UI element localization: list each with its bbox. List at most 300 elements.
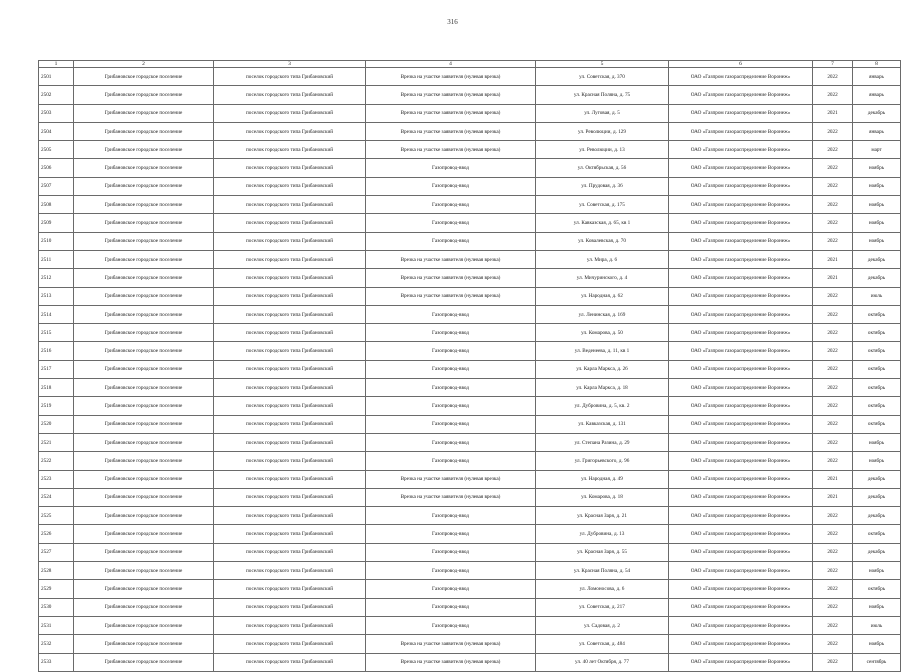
address-cell: ул. Кавказская, д. 131 bbox=[536, 415, 669, 433]
locality-cell: поселок городского типа Грибановский bbox=[214, 305, 366, 323]
settlement-cell: Грибановское городское поселение bbox=[74, 488, 214, 506]
table-row bbox=[39, 177, 901, 195]
year-cell: 2022 bbox=[813, 379, 853, 397]
settlement-cell: Грибановское городское поселение bbox=[74, 214, 214, 232]
page-number: 316 bbox=[447, 18, 458, 26]
settlement-cell: Грибановское городское поселение bbox=[74, 68, 214, 86]
table-row bbox=[39, 342, 901, 360]
year-cell: 2022 bbox=[813, 232, 853, 250]
organization-cell: ОАО «Газпром газораспределение Воронеж» bbox=[669, 653, 813, 671]
table-row bbox=[39, 616, 901, 634]
table-row bbox=[39, 525, 901, 543]
month-cell: октябрь bbox=[853, 342, 901, 360]
settlement-cell: Грибановское городское поселение bbox=[74, 470, 214, 488]
table-row bbox=[39, 214, 901, 232]
address-cell: ул. Советская, д. 484 bbox=[536, 635, 669, 653]
organization-cell: ОАО «Газпром газораспределение Воронеж» bbox=[669, 122, 813, 140]
row-number: 2504 bbox=[39, 122, 74, 140]
table-row bbox=[39, 433, 901, 451]
table-row bbox=[39, 562, 901, 580]
month-cell: октябрь bbox=[853, 360, 901, 378]
row-number: 2528 bbox=[39, 562, 74, 580]
year-cell: 2022 bbox=[813, 616, 853, 634]
year-cell: 2022 bbox=[813, 433, 853, 451]
table-row bbox=[39, 159, 901, 177]
year-cell: 2022 bbox=[813, 543, 853, 561]
month-cell: ноябрь bbox=[853, 598, 901, 616]
organization-cell: ОАО «Газпром газораспределение Воронеж» bbox=[669, 452, 813, 470]
connection-type-cell: Газопровод-ввод bbox=[366, 159, 536, 177]
row-number: 2533 bbox=[39, 653, 74, 671]
connection-type-cell: Газопровод-ввод bbox=[366, 433, 536, 451]
address-cell: ул. Мира, д. 6 bbox=[536, 250, 669, 268]
table-row bbox=[39, 635, 901, 653]
month-cell: ноябрь bbox=[853, 635, 901, 653]
year-cell: 2021 bbox=[813, 104, 853, 122]
locality-cell: поселок городского типа Грибановский bbox=[214, 214, 366, 232]
gasification-table bbox=[38, 60, 901, 672]
address-cell: ул. Октябрьская, д. 56 bbox=[536, 159, 669, 177]
organization-cell: ОАО «Газпром газораспределение Воронеж» bbox=[669, 525, 813, 543]
year-cell: 2022 bbox=[813, 122, 853, 140]
address-cell: ул. Красная Заря, д. 21 bbox=[536, 507, 669, 525]
table-row bbox=[39, 305, 901, 323]
locality-cell: поселок городского типа Грибановский bbox=[214, 360, 366, 378]
connection-type-cell: Газопровод-ввод bbox=[366, 415, 536, 433]
year-cell: 2022 bbox=[813, 452, 853, 470]
year-cell: 2022 bbox=[813, 635, 853, 653]
month-cell: январь bbox=[853, 86, 901, 104]
row-number: 2527 bbox=[39, 543, 74, 561]
locality-cell: поселок городского типа Грибановский bbox=[214, 653, 366, 671]
row-number: 2508 bbox=[39, 196, 74, 214]
address-cell: ул. Народная, д. 49 bbox=[536, 470, 669, 488]
address-cell: ул. Кавказская, д. 65, кв 1 bbox=[536, 214, 669, 232]
address-cell: ул. Народная, д. 62 bbox=[536, 287, 669, 305]
locality-cell: поселок городского типа Грибановский bbox=[214, 159, 366, 177]
locality-cell: поселок городского типа Грибановский bbox=[214, 525, 366, 543]
column-header-row bbox=[39, 61, 901, 68]
row-number: 2515 bbox=[39, 324, 74, 342]
settlement-cell: Грибановское городское поселение bbox=[74, 635, 214, 653]
address-cell: ул. Революции, д. 13 bbox=[536, 141, 669, 159]
locality-cell: поселок городского типа Грибановский bbox=[214, 68, 366, 86]
address-cell: ул. Красная Заря, д. 55 bbox=[536, 543, 669, 561]
month-cell: декабрь bbox=[853, 470, 901, 488]
column-header: 3 bbox=[214, 61, 366, 68]
locality-cell: поселок городского типа Грибановский bbox=[214, 379, 366, 397]
address-cell: ул. Карла Маркса, д. 26 bbox=[536, 360, 669, 378]
row-number: 2516 bbox=[39, 342, 74, 360]
table-row bbox=[39, 122, 901, 140]
organization-cell: ОАО «Газпром газораспределение Воронеж» bbox=[669, 305, 813, 323]
year-cell: 2022 bbox=[813, 159, 853, 177]
connection-type-cell: Врезка на участке заявителя (нулевая врезка) bbox=[366, 269, 536, 287]
month-cell: январь bbox=[853, 122, 901, 140]
address-cell: ул. Прудовая, д. 36 bbox=[536, 177, 669, 195]
month-cell: октябрь bbox=[853, 415, 901, 433]
locality-cell: поселок городского типа Грибановский bbox=[214, 415, 366, 433]
connection-type-cell: Газопровод-ввод bbox=[366, 616, 536, 634]
connection-type-cell: Врезка на участке заявителя (нулевая врезка) bbox=[366, 86, 536, 104]
organization-cell: ОАО «Газпром газораспределение Воронеж» bbox=[669, 616, 813, 634]
connection-type-cell: Врезка на участке заявителя (нулевая врезка) bbox=[366, 635, 536, 653]
year-cell: 2022 bbox=[813, 287, 853, 305]
year-cell: 2022 bbox=[813, 214, 853, 232]
table-row bbox=[39, 379, 901, 397]
table-row bbox=[39, 269, 901, 287]
locality-cell: поселок городского типа Грибановский bbox=[214, 324, 366, 342]
locality-cell: поселок городского типа Грибановский bbox=[214, 104, 366, 122]
month-cell: декабрь bbox=[853, 488, 901, 506]
organization-cell: ОАО «Газпром газораспределение Воронеж» bbox=[669, 598, 813, 616]
month-cell: октябрь bbox=[853, 324, 901, 342]
year-cell: 2022 bbox=[813, 507, 853, 525]
table-row bbox=[39, 452, 901, 470]
connection-type-cell: Газопровод-ввод bbox=[366, 177, 536, 195]
row-number: 2525 bbox=[39, 507, 74, 525]
locality-cell: поселок городского типа Грибановский bbox=[214, 196, 366, 214]
connection-type-cell: Врезка на участке заявителя (нулевая врезка) bbox=[366, 470, 536, 488]
locality-cell: поселок городского типа Грибановский bbox=[214, 342, 366, 360]
row-number: 2501 bbox=[39, 68, 74, 86]
table-row bbox=[39, 141, 901, 159]
connection-type-cell: Врезка на участке заявителя (нулевая врезка) bbox=[366, 68, 536, 86]
year-cell: 2021 bbox=[813, 470, 853, 488]
row-number: 2517 bbox=[39, 360, 74, 378]
table-row bbox=[39, 68, 901, 86]
locality-cell: поселок городского типа Грибановский bbox=[214, 580, 366, 598]
settlement-cell: Грибановское городское поселение bbox=[74, 580, 214, 598]
row-number: 2532 bbox=[39, 635, 74, 653]
locality-cell: поселок городского типа Грибановский bbox=[214, 141, 366, 159]
year-cell: 2022 bbox=[813, 415, 853, 433]
locality-cell: поселок городского типа Грибановский bbox=[214, 287, 366, 305]
month-cell: октябрь bbox=[853, 305, 901, 323]
organization-cell: ОАО «Газпром газораспределение Воронеж» bbox=[669, 250, 813, 268]
settlement-cell: Грибановское городское поселение bbox=[74, 305, 214, 323]
table-row bbox=[39, 507, 901, 525]
organization-cell: ОАО «Газпром газораспределение Воронеж» bbox=[669, 360, 813, 378]
settlement-cell: Грибановское городское поселение bbox=[74, 232, 214, 250]
month-cell: ноябрь bbox=[853, 159, 901, 177]
connection-type-cell: Врезка на участке заявителя (нулевая врезка) bbox=[366, 141, 536, 159]
month-cell: декабрь bbox=[853, 269, 901, 287]
connection-type-cell: Газопровод-ввод bbox=[366, 196, 536, 214]
table-row bbox=[39, 250, 901, 268]
settlement-cell: Грибановское городское поселение bbox=[74, 342, 214, 360]
organization-cell: ОАО «Газпром газораспределение Воронеж» bbox=[669, 287, 813, 305]
organization-cell: ОАО «Газпром газораспределение Воронеж» bbox=[669, 141, 813, 159]
month-cell: сентябрь bbox=[853, 653, 901, 671]
address-cell: ул. Советская, д. 217 bbox=[536, 598, 669, 616]
year-cell: 2022 bbox=[813, 86, 853, 104]
connection-type-cell: Врезка на участке заявителя (нулевая врезка) bbox=[366, 653, 536, 671]
year-cell: 2022 bbox=[813, 397, 853, 415]
connection-type-cell: Газопровод-ввод bbox=[366, 342, 536, 360]
address-cell: ул. Красная Поляна, д. 54 bbox=[536, 562, 669, 580]
locality-cell: поселок городского типа Грибановский bbox=[214, 269, 366, 287]
table-row bbox=[39, 287, 901, 305]
column-header: 1 bbox=[39, 61, 74, 68]
organization-cell: ОАО «Газпром газораспределение Воронеж» bbox=[669, 104, 813, 122]
connection-type-cell: Газопровод-ввод bbox=[366, 562, 536, 580]
table-row bbox=[39, 360, 901, 378]
settlement-cell: Грибановское городское поселение bbox=[74, 598, 214, 616]
connection-type-cell: Газопровод-ввод bbox=[366, 452, 536, 470]
year-cell: 2021 bbox=[813, 488, 853, 506]
month-cell: ноябрь bbox=[853, 196, 901, 214]
organization-cell: ОАО «Газпром газораспределение Воронеж» bbox=[669, 470, 813, 488]
year-cell: 2022 bbox=[813, 562, 853, 580]
organization-cell: ОАО «Газпром газораспределение Воронеж» bbox=[669, 269, 813, 287]
table-row bbox=[39, 653, 901, 671]
locality-cell: поселок городского типа Грибановский bbox=[214, 433, 366, 451]
settlement-cell: Грибановское городское поселение bbox=[74, 452, 214, 470]
month-cell: октябрь bbox=[853, 580, 901, 598]
address-cell: ул. Луговая, д. 5 bbox=[536, 104, 669, 122]
address-cell: ул. Комарова, д. 18 bbox=[536, 488, 669, 506]
year-cell: 2022 bbox=[813, 525, 853, 543]
settlement-cell: Грибановское городское поселение bbox=[74, 653, 214, 671]
year-cell: 2022 bbox=[813, 196, 853, 214]
month-cell: март bbox=[853, 141, 901, 159]
table-row bbox=[39, 415, 901, 433]
locality-cell: поселок городского типа Грибановский bbox=[214, 452, 366, 470]
year-cell: 2022 bbox=[813, 177, 853, 195]
connection-type-cell: Газопровод-ввод bbox=[366, 379, 536, 397]
organization-cell: ОАО «Газпром газораспределение Воронеж» bbox=[669, 177, 813, 195]
year-cell: 2022 bbox=[813, 580, 853, 598]
year-cell: 2022 bbox=[813, 305, 853, 323]
address-cell: ул. Ковалевская, д. 70 bbox=[536, 232, 669, 250]
address-cell: ул. Советская, д. 370 bbox=[536, 68, 669, 86]
settlement-cell: Грибановское городское поселение bbox=[74, 507, 214, 525]
year-cell: 2021 bbox=[813, 250, 853, 268]
row-number: 2502 bbox=[39, 86, 74, 104]
organization-cell: ОАО «Газпром газораспределение Воронеж» bbox=[669, 342, 813, 360]
year-cell: 2022 bbox=[813, 360, 853, 378]
row-number: 2503 bbox=[39, 104, 74, 122]
month-cell: декабрь bbox=[853, 507, 901, 525]
settlement-cell: Грибановское городское поселение bbox=[74, 287, 214, 305]
address-cell: ул. Ломоносова, д. 6 bbox=[536, 580, 669, 598]
connection-type-cell: Врезка на участке заявителя (нулевая врезка) bbox=[366, 488, 536, 506]
settlement-cell: Грибановское городское поселение bbox=[74, 543, 214, 561]
locality-cell: поселок городского типа Грибановский bbox=[214, 177, 366, 195]
connection-type-cell: Газопровод-ввод bbox=[366, 525, 536, 543]
organization-cell: ОАО «Газпром газораспределение Воронеж» bbox=[669, 196, 813, 214]
month-cell: июль bbox=[853, 616, 901, 634]
organization-cell: ОАО «Газпром газораспределение Воронеж» bbox=[669, 543, 813, 561]
table-row bbox=[39, 598, 901, 616]
locality-cell: поселок городского типа Грибановский bbox=[214, 507, 366, 525]
month-cell: ноябрь bbox=[853, 433, 901, 451]
locality-cell: поселок городского типа Грибановский bbox=[214, 122, 366, 140]
address-cell: ул. Степана Разина, д. 29 bbox=[536, 433, 669, 451]
connection-type-cell: Газопровод-ввод bbox=[366, 360, 536, 378]
locality-cell: поселок городского типа Грибановский bbox=[214, 250, 366, 268]
row-number: 2523 bbox=[39, 470, 74, 488]
settlement-cell: Грибановское городское поселение bbox=[74, 159, 214, 177]
row-number: 2520 bbox=[39, 415, 74, 433]
month-cell: декабрь bbox=[853, 543, 901, 561]
connection-type-cell: Врезка на участке заявителя (нулевая врезка) bbox=[366, 250, 536, 268]
organization-cell: ОАО «Газпром газораспределение Воронеж» bbox=[669, 488, 813, 506]
month-cell: октябрь bbox=[853, 525, 901, 543]
organization-cell: ОАО «Газпром газораспределение Воронеж» bbox=[669, 397, 813, 415]
settlement-cell: Грибановское городское поселение bbox=[74, 250, 214, 268]
organization-cell: ОАО «Газпром газораспределение Воронеж» bbox=[669, 379, 813, 397]
locality-cell: поселок городского типа Грибановский bbox=[214, 232, 366, 250]
settlement-cell: Грибановское городское поселение bbox=[74, 433, 214, 451]
organization-cell: ОАО «Газпром газораспределение Воронеж» bbox=[669, 214, 813, 232]
year-cell: 2022 bbox=[813, 598, 853, 616]
settlement-cell: Грибановское городское поселение bbox=[74, 86, 214, 104]
column-header: 6 bbox=[669, 61, 813, 68]
year-cell: 2022 bbox=[813, 324, 853, 342]
month-cell: ноябрь bbox=[853, 452, 901, 470]
row-number: 2519 bbox=[39, 397, 74, 415]
settlement-cell: Грибановское городское поселение bbox=[74, 269, 214, 287]
year-cell: 2022 bbox=[813, 653, 853, 671]
locality-cell: поселок городского типа Грибановский bbox=[214, 635, 366, 653]
address-cell: ул. Красная Поляна, д. 75 bbox=[536, 86, 669, 104]
settlement-cell: Грибановское городское поселение bbox=[74, 177, 214, 195]
row-number: 2511 bbox=[39, 250, 74, 268]
connection-type-cell: Газопровод-ввод bbox=[366, 232, 536, 250]
locality-cell: поселок городского типа Грибановский bbox=[214, 397, 366, 415]
connection-type-cell: Газопровод-ввод bbox=[366, 598, 536, 616]
table-row bbox=[39, 196, 901, 214]
year-cell: 2022 bbox=[813, 68, 853, 86]
month-cell: июль bbox=[853, 287, 901, 305]
address-cell: ул. Ленинская, д. 169 bbox=[536, 305, 669, 323]
organization-cell: ОАО «Газпром газораспределение Воронеж» bbox=[669, 324, 813, 342]
connection-type-cell: Газопровод-ввод bbox=[366, 397, 536, 415]
row-number: 2531 bbox=[39, 616, 74, 634]
address-cell: ул. Дубровина, д. 13 bbox=[536, 525, 669, 543]
locality-cell: поселок городского типа Грибановский bbox=[214, 616, 366, 634]
month-cell: ноябрь bbox=[853, 562, 901, 580]
connection-type-cell: Врезка на участке заявителя (нулевая врезка) bbox=[366, 104, 536, 122]
settlement-cell: Грибановское городское поселение bbox=[74, 122, 214, 140]
organization-cell: ОАО «Газпром газораспределение Воронеж» bbox=[669, 68, 813, 86]
address-cell: ул. Революции, д. 129 bbox=[536, 122, 669, 140]
table-row bbox=[39, 543, 901, 561]
row-number: 2522 bbox=[39, 452, 74, 470]
table-row bbox=[39, 397, 901, 415]
column-header: 8 bbox=[853, 61, 901, 68]
year-cell: 2021 bbox=[813, 269, 853, 287]
locality-cell: поселок городского типа Грибановский bbox=[214, 470, 366, 488]
column-header: 5 bbox=[536, 61, 669, 68]
table-row bbox=[39, 86, 901, 104]
address-cell: ул. Веденеева, д. 11, кв 1 bbox=[536, 342, 669, 360]
locality-cell: поселок городского типа Грибановский bbox=[214, 488, 366, 506]
month-cell: январь bbox=[853, 68, 901, 86]
year-cell: 2022 bbox=[813, 141, 853, 159]
settlement-cell: Грибановское городское поселение bbox=[74, 141, 214, 159]
month-cell: ноябрь bbox=[853, 177, 901, 195]
connection-type-cell: Газопровод-ввод bbox=[366, 324, 536, 342]
organization-cell: ОАО «Газпром газораспределение Воронеж» bbox=[669, 580, 813, 598]
row-number: 2518 bbox=[39, 379, 74, 397]
organization-cell: ОАО «Газпром газораспределение Воронеж» bbox=[669, 507, 813, 525]
row-number: 2529 bbox=[39, 580, 74, 598]
address-cell: ул. Дубровина, д. 5, кв. 2 bbox=[536, 397, 669, 415]
settlement-cell: Грибановское городское поселение bbox=[74, 562, 214, 580]
address-cell: ул. Карла Маркса, д. 18 bbox=[536, 379, 669, 397]
settlement-cell: Грибановское городское поселение bbox=[74, 104, 214, 122]
settlement-cell: Грибановское городское поселение bbox=[74, 415, 214, 433]
address-cell: ул. Мичуринского, д. 4 bbox=[536, 269, 669, 287]
settlement-cell: Грибановское городское поселение bbox=[74, 324, 214, 342]
row-number: 2509 bbox=[39, 214, 74, 232]
settlement-cell: Грибановское городское поселение bbox=[74, 525, 214, 543]
locality-cell: поселок городского типа Грибановский bbox=[214, 598, 366, 616]
connection-type-cell: Газопровод-ввод bbox=[366, 214, 536, 232]
settlement-cell: Грибановское городское поселение bbox=[74, 360, 214, 378]
locality-cell: поселок городского типа Грибановский bbox=[214, 543, 366, 561]
organization-cell: ОАО «Газпром газораспределение Воронеж» bbox=[669, 415, 813, 433]
month-cell: октябрь bbox=[853, 379, 901, 397]
table-row bbox=[39, 580, 901, 598]
organization-cell: ОАО «Газпром газораспределение Воронеж» bbox=[669, 159, 813, 177]
month-cell: ноябрь bbox=[853, 232, 901, 250]
address-cell: ул. 40 лет Октября, д. 77 bbox=[536, 653, 669, 671]
row-number: 2513 bbox=[39, 287, 74, 305]
row-number: 2507 bbox=[39, 177, 74, 195]
row-number: 2506 bbox=[39, 159, 74, 177]
table-row bbox=[39, 104, 901, 122]
address-cell: ул. Григорьевского, д. 96 bbox=[536, 452, 669, 470]
row-number: 2512 bbox=[39, 269, 74, 287]
year-cell: 2022 bbox=[813, 342, 853, 360]
organization-cell: ОАО «Газпром газораспределение Воронеж» bbox=[669, 562, 813, 580]
table-row bbox=[39, 488, 901, 506]
connection-type-cell: Врезка на участке заявителя (нулевая врезка) bbox=[366, 287, 536, 305]
connection-type-cell: Врезка на участке заявителя (нулевая врезка) bbox=[366, 122, 536, 140]
month-cell: декабрь bbox=[853, 104, 901, 122]
settlement-cell: Грибановское городское поселение bbox=[74, 379, 214, 397]
settlement-cell: Грибановское городское поселение bbox=[74, 397, 214, 415]
organization-cell: ОАО «Газпром газораспределение Воронеж» bbox=[669, 433, 813, 451]
row-number: 2514 bbox=[39, 305, 74, 323]
connection-type-cell: Газопровод-ввод bbox=[366, 507, 536, 525]
address-cell: ул. Садовая, д. 2 bbox=[536, 616, 669, 634]
row-number: 2524 bbox=[39, 488, 74, 506]
address-cell: ул. Советская, д. 175 bbox=[536, 196, 669, 214]
row-number: 2526 bbox=[39, 525, 74, 543]
connection-type-cell: Газопровод-ввод bbox=[366, 543, 536, 561]
row-number: 2521 bbox=[39, 433, 74, 451]
table-row bbox=[39, 232, 901, 250]
column-header: 7 bbox=[813, 61, 853, 68]
table-row bbox=[39, 470, 901, 488]
row-number: 2510 bbox=[39, 232, 74, 250]
column-header: 4 bbox=[366, 61, 536, 68]
table-row bbox=[39, 324, 901, 342]
settlement-cell: Грибановское городское поселение bbox=[74, 616, 214, 634]
organization-cell: ОАО «Газпром газораспределение Воронеж» bbox=[669, 635, 813, 653]
settlement-cell: Грибановское городское поселение bbox=[74, 196, 214, 214]
locality-cell: поселок городского типа Грибановский bbox=[214, 562, 366, 580]
month-cell: ноябрь bbox=[853, 214, 901, 232]
row-number: 2505 bbox=[39, 141, 74, 159]
address-cell: ул. Комарова, д. 50 bbox=[536, 324, 669, 342]
month-cell: октябрь bbox=[853, 397, 901, 415]
